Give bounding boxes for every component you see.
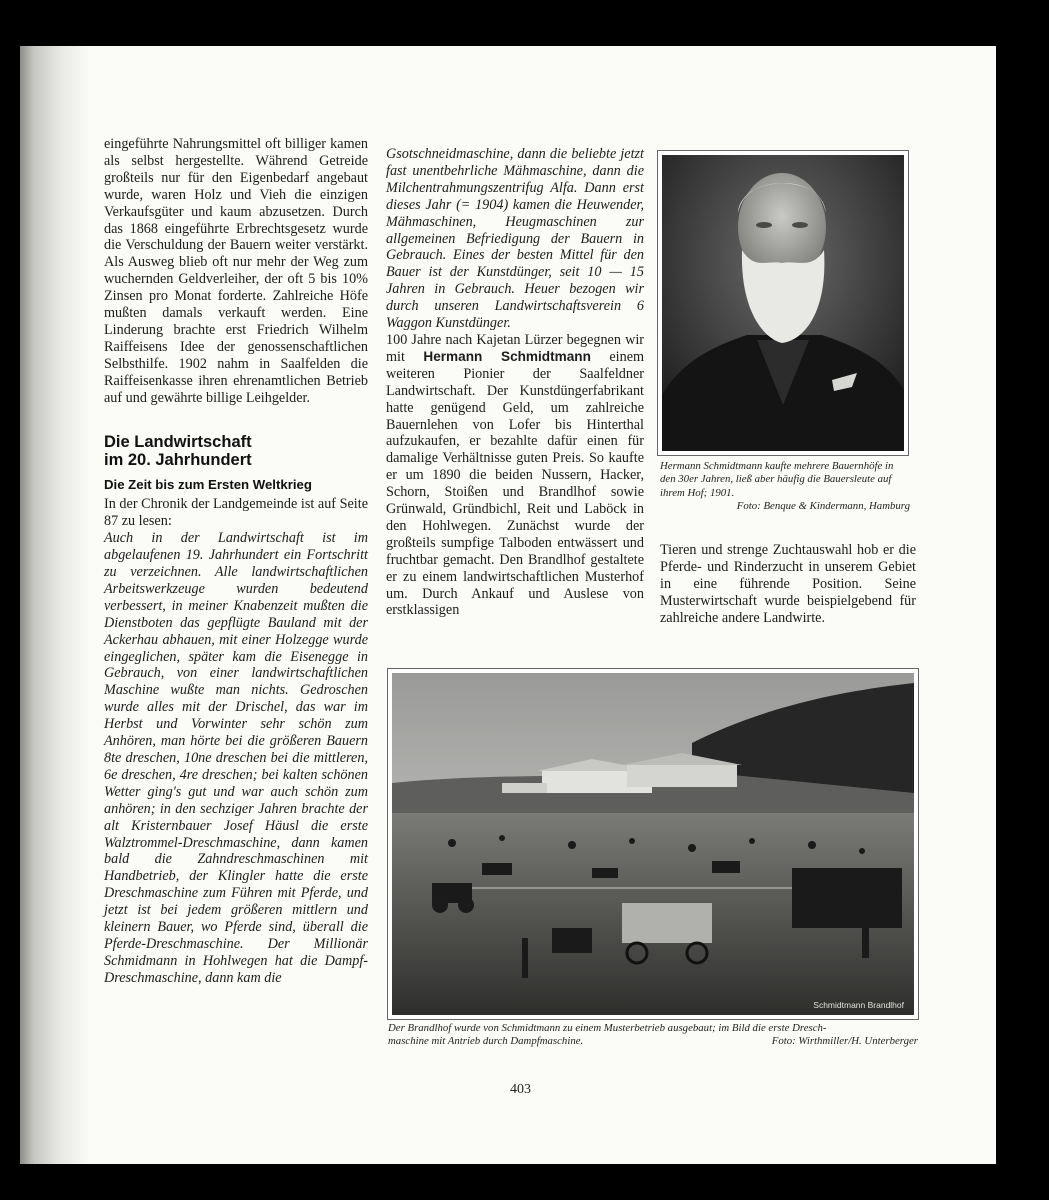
subsection-heading: Die Zeit bis zum Ersten Weltkrieg	[104, 476, 312, 492]
photo-inscription: Schmidtmann Brandlhof	[813, 1000, 904, 1010]
portrait-photo	[657, 150, 909, 456]
lead-paragraph: In der Chronik der Landgemeinde ist auf Seite 87 zu lesen:	[104, 496, 368, 530]
portrait-credit: Foto: Benque & Kindermann, Hamburg	[736, 500, 910, 513]
text-column-right	[660, 542, 916, 627]
section-heading-line2: im 20. Jahrhundert	[104, 451, 252, 469]
book-page	[20, 46, 996, 1164]
paragraph-start: 100 Jahre nach Kajetan Lürzer begegnen wir mit	[386, 331, 644, 365]
text-column-middle	[386, 146, 644, 619]
portrait-caption: Hermann Schmidtmann kaufte mehrere Bauernhöfe in den 30er Jahren, ließ aber häufig die Bauersleute auf ihrem Hof; 1901.	[660, 460, 894, 499]
farm-caption-line1: Der Brandlhof wurde von Schmidtmann zu einem Musterbetrieb ausgebaut; im Bild die erste Dresch-	[388, 1022, 827, 1034]
portrait-caption-block	[660, 460, 910, 514]
person-name: Hermann Schmidtmann	[423, 348, 591, 364]
farm-photo	[387, 668, 919, 1020]
farm-caption-line2: maschine mit Antrieb durch Dampfmaschine.	[388, 1035, 584, 1048]
text-column-left	[104, 136, 368, 987]
section-heading-line1: Die Landwirtschaft	[104, 432, 252, 451]
section-heading	[104, 433, 368, 470]
paragraph-end: einem weiteren Pionier der Saalfeldner Landwirtschaft. Der Kunstdüngerfabrikant hatte genügend Geld, um zahlreiche Bauernlehen von Lofer bis Hinterthal aufzukaufen, er bezahlte dafür einen für damalige Verhältnisse guten Preis. So kaufte er um 1890 die beiden Nussern, Hacker, Schorn, Stoißen und Brandlhof sowie Grünwald, Gründbichl, Reit und Laböck in den Hohlwegen. Zunächst wurde der großteils sumpfige Talboden entwässert und fruchtbar gemacht. Den Brandlhof gestaltete er zu einem landwirtschaftlichen Musterhof um. Durch Ankauf und Auslese von erstklassigen	[386, 348, 645, 619]
schmidtmann-paragraph	[386, 332, 644, 619]
chronicle-quote-continued: Gsotschneidmaschine, dann die beliebte jetzt fast unentbehrliche Mähmaschine, dann die Milchentrahmungszentrifug Alfa. Dann erst dieses Jahr (= 1904) kamen die Heuwender, Mähmaschinen, Heugmaschinen zur allgemeinen Befriedigung der Bauern in Gebrauch. Eines der besten Mittel für den Bauer ist der Kunstdünger, seit 10 — 15 Jahren in Gebrauch. Heuer bezogen wir durch unseren Landwirtschaftsverein 6 Waggon Kunstdünger.	[386, 146, 644, 332]
farm-credit: Foto: Wirthmiller/H. Unterberger	[771, 1035, 918, 1048]
portrait-image	[662, 155, 904, 451]
farm-caption-block	[388, 1022, 918, 1049]
chronicle-quote: Auch in der Landwirtschaft ist im abgelaufenen 19. Jahrhundert ein Fortschritt zu verzeichnen. Alle landwirtschaftlichen Arbeitswerkzeuge wurden bedeutend verbessert, in meiner Knabenzeit mußten die Dienstboten das gepflügte Bauland mit der Ackerhau abhauen, mit einer Holzegge wurde eingeglichen, später kam die Eisenegge in Gebrauch, von einer landwirtschaftlichen Maschine wußte man nichts. Gedroschen wurde alles mit der Drischel, das war im Herbst und Vorwinter sehr schön zum Anhören, man hörte bei die größeren Bauern 8te dreschen, 10ne dreschen bei die mittleren, 6e dreschen, 4re dreschen; bei kalten schönen Wetter ging's gut und war auch schön zum anhören; in den sechziger Jahren brachte der alt Kristernbauer Josef Häusl die erste Walztrommel-Dreschmaschine, dann kamen bald die Zahndreschmaschinen mit Handbetrieb, der Klingler hatte die erste Dreschmaschine zum Führen mit Pferde, und jetzt ist bei jedem größeren mittlern und kleinern Bauer, wo Pferde sind, überall die Pferde-Dreschmaschine. Der Millionär Schmidmann in Hohlwegen hat die Dampf-Dreschmaschine, dann kam die	[104, 530, 368, 986]
page-number: 403	[510, 1082, 531, 1097]
right-paragraph: Tieren und strenge Zuchtauswahl hob er die Pferde- und Rinderzucht in unserem Gebiet in eine führende Position. Seine Musterwirtschaft wurde beispielgebend für zahlreiche andere Landwirte.	[660, 542, 916, 626]
intro-paragraph: eingeführte Nahrungsmittel oft billiger kamen als selbst hergestellte. Während Getreide großteils nur für den Eigenbedarf angebaut wurde, waren Holz und Vieh die einzigen Verkaufsgüter und kaum abzusetzen. Durch das 1868 eingeführte Erbrechtsgesetz wurde die Verschuldung der Bauern weiter verstärkt. Als Ausweg blieb oft nur mehr der Weg zum wuchernden Geldverleiher, der oft 5 bis 10% Zinsen pro Monat forderte. Zahlreiche Höfe mußten damals verkauft werden. Eine Linderung brachte erst Friedrich Wilhelm Raiffeisens Idee der genossenschaftlichen Selbsthilfe. 1902 nahm in Saalfelden die Raiffeisenkasse ihren ehrenamtlichen Betrieb auf und gewährte billige Leihgelder.	[104, 136, 368, 406]
page-gutter	[20, 46, 90, 1164]
farm-image	[392, 673, 914, 1015]
